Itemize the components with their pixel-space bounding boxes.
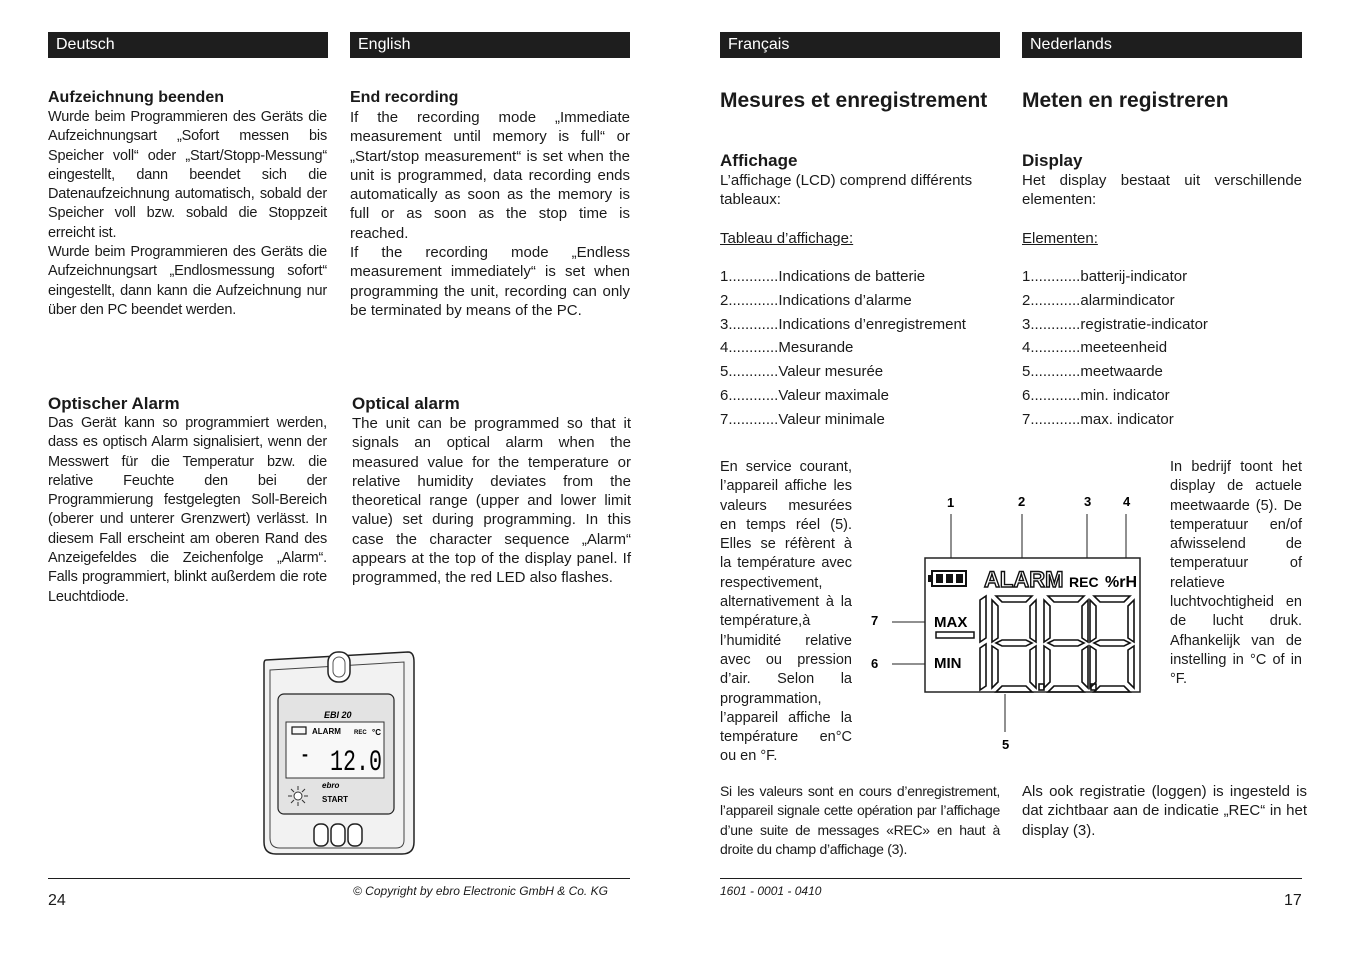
en-heading-end-recording: End recording — [350, 89, 459, 106]
list-item-label: Valeur maximale — [778, 386, 889, 404]
callout-4: 4 — [1123, 494, 1131, 509]
lcd-min-label: MIN — [934, 655, 962, 672]
callout-7: 7 — [871, 613, 879, 628]
data-logger-device-illustration — [258, 642, 418, 860]
nl-paragraph-recording: Als ook registratie (loggen) is ingesteld is dat zichtbaar aan de indicatie „REC“ in het display (3). — [1022, 783, 1307, 839]
nl-title: Meten en registreren — [1022, 89, 1229, 112]
list-item-label: meetwaarde — [1080, 363, 1163, 381]
list-item-number: 7............ — [720, 410, 779, 428]
en-paragraph-2: If the recording mode „Endless measurement immediately“ is set when programming the unit, recording can only be terminated by means of the PC. — [350, 244, 630, 319]
fr-title: Mesures et enregistrement — [720, 89, 988, 112]
de-paragraph-1: Wurde beim Programmieren des Geräts die Aufzeichnungsart „Sofort messen bis Speicher voll“ oder „Start/Stopp-Messung“ eingestellt, dann beendet sich die Datenaufzeichnung automatisch, sobald der Speicher voll bzw. sobald die Stoppzeit erreicht ist. — [48, 109, 327, 241]
fr-table-label: Tableau d’affichage: — [720, 230, 854, 247]
list-item-label: Valeur minimale — [778, 410, 885, 428]
language-label: Deutsch — [56, 36, 115, 53]
language-label: Nederlands — [1030, 36, 1112, 53]
list-item-label: meeteenheid — [1080, 339, 1168, 357]
fr-heading-display: Affichage — [720, 151, 798, 170]
callout-2: 2 — [1018, 494, 1026, 509]
list-item — [720, 289, 966, 313]
language-bar-deutsch — [48, 32, 328, 58]
list-item-label: alarmindicator — [1080, 291, 1175, 309]
document-number: 1601 - 0001 - 0410 — [720, 884, 822, 898]
en-heading-optical-alarm: Optical alarm — [352, 394, 460, 413]
list-item-number: 1............ — [720, 268, 779, 285]
list-item-label: Indications d’enregistrement — [778, 315, 966, 333]
device-minus-sign: - — [302, 744, 308, 764]
device-unit-label: °C — [372, 728, 381, 737]
list-item — [720, 336, 966, 360]
list-item-label: min. indicator — [1080, 386, 1170, 404]
device-model-label: EBI 20 — [324, 710, 352, 720]
device-buttons — [314, 824, 362, 846]
callout-1: 1 — [947, 495, 955, 510]
list-item-number: 6............ — [720, 386, 779, 404]
language-bar-francais — [720, 32, 1000, 58]
left-page-number: 24 — [48, 892, 66, 909]
de-paragraph-2: Wurde beim Programmieren des Geräts die Aufzeichnungsart „Endlosmessung sofort“ eingestellt, dann kann die Aufzeichnung nur über den PC beendet werden. — [48, 244, 327, 318]
right-page-number: 17 — [1284, 892, 1302, 909]
device-rec-label: REC — [354, 730, 367, 736]
de-paragraph-end-recording — [48, 108, 327, 320]
de-heading-optical-alarm: Optischer Alarm — [48, 394, 180, 413]
nl-table-label: Elementen: — [1022, 230, 1098, 247]
list-item — [1022, 360, 1208, 384]
right-footer-rule — [720, 878, 1302, 879]
lcd-rec-label: REC — [1069, 574, 1099, 590]
list-item-label: Indications de batterie — [778, 268, 926, 285]
copyright-notice: © Copyright by ebro Electronic GmbH & Co. KG — [353, 884, 608, 898]
list-item-number: 2............ — [720, 291, 779, 309]
list-item-number: 7............ — [1022, 410, 1081, 428]
list-item-number: 4............ — [720, 339, 779, 357]
callout-5: 5 — [1002, 737, 1010, 752]
list-item — [720, 360, 966, 384]
list-item-number: 4............ — [1022, 339, 1081, 357]
list-item-number: 1............ — [1022, 268, 1081, 285]
list-item-label: Indications d’alarme — [778, 291, 912, 309]
device-alarm-label: ALARM — [312, 727, 341, 736]
list-item-label: batterij-indicator — [1080, 268, 1188, 285]
de-heading-end-recording: Aufzeichnung beenden — [48, 89, 224, 106]
list-item — [1022, 384, 1208, 408]
device-start-label: START — [322, 795, 349, 804]
nl-heading-display: Display — [1022, 151, 1083, 170]
fr-paragraph-service: En service courant, l’appareil affiche les valeurs mesurées en temps réel (5). Elles se réfèrent à la température avec respectivement, alternativement à la température,à l’humidité relative avec ou pression d’air. Selon la programmation, l’appareil affiche la température en°C ou en °F. — [720, 459, 852, 765]
de-paragraph-optical-alarm: Das Gerät kann so programmiert werden, dass es optisch Alarm signalisiert, wenn der Messwert für die Temperatur bzw. die relative Feuchte den bei der Programmierung festgelegten Soll-Bereich (oberer und unterer Grenzwert) verlässt. In diesem Fall erscheint am oberen Rand des Anzeigefeldes die Zeichenfolge „Alarm“. Falls programmiert, blinkt außerdem die rote Leuchtdiode. — [48, 415, 327, 605]
lcd-unit-label: %rH — [1105, 574, 1138, 591]
list-item — [1022, 265, 1208, 289]
language-bar-english — [350, 32, 630, 58]
list-item — [720, 313, 966, 337]
en-paragraph-end-recording — [350, 108, 630, 320]
language-label: English — [358, 36, 411, 53]
fr-paragraph-recording: Si les valeurs sont en cours d’enregistrement, l’appareil signale cette opération par l’affichage d’une suite de messages «REC» en haut à droite du champ d’affichage (3). — [720, 783, 1000, 857]
list-item-label: max. indicator — [1080, 410, 1174, 428]
nl-intro: Het display bestaat uit verschillende elementen: — [1022, 172, 1302, 209]
lcd-alarm-label: ALARM — [984, 567, 1064, 592]
list-item — [720, 384, 966, 408]
list-item-number: 6............ — [1022, 386, 1081, 404]
lcd-max-label: MAX — [934, 614, 968, 631]
fr-intro: L’affichage (LCD) comprend différents tableaux: — [720, 172, 973, 209]
list-item-label: Valeur mesurée — [778, 363, 884, 381]
list-item — [1022, 336, 1208, 360]
list-item-number: 3............ — [720, 315, 779, 333]
left-footer-rule — [48, 878, 630, 879]
nl-display-list — [1022, 265, 1208, 432]
lcd-display-diagram — [862, 488, 1166, 758]
en-paragraph-1: If the recording mode „Immediate measurement until memory is full“ or „Start/stop measurement“ is set when the unit is programmed, data recording ends automatically as soon as the memory is full or as soon as the stop time is reached. — [350, 109, 630, 242]
list-item-number: 3............ — [1022, 315, 1081, 333]
list-item-number: 5............ — [1022, 363, 1081, 381]
list-item — [1022, 289, 1208, 313]
list-item-label: Mesurande — [778, 339, 854, 357]
callout-3: 3 — [1084, 494, 1092, 509]
list-item — [720, 265, 966, 289]
fr-display-list — [720, 265, 966, 432]
list-item-number: 5............ — [720, 363, 779, 381]
device-reading: 12.0 — [330, 746, 382, 780]
list-item-label: registratie-indicator — [1080, 315, 1208, 333]
callout-6: 6 — [871, 656, 879, 671]
language-label: Français — [728, 36, 790, 53]
list-item — [720, 408, 966, 432]
en-paragraph-optical-alarm: The unit can be programmed so that it signals an optical alarm when the measured value for the temperature or relative humidity deviates from the theoretical range (upper and lower limit value) set during programming. In this case the character sequence „Alarm“ appears at the top of the display panel. If programmed, the red LED also flashes. — [352, 415, 631, 587]
list-item — [1022, 313, 1208, 337]
language-bar-nederlands — [1022, 32, 1302, 58]
list-item — [1022, 408, 1208, 432]
device-brand-label: ebro — [322, 781, 340, 790]
led-icon — [288, 786, 308, 806]
list-item-number: 2............ — [1022, 291, 1081, 309]
nl-paragraph-service: In bedrijf toont het display de actuele meetwaarde (5). De temperatuur en/of afwisselend de temperatuur of relatieve luchtvochtigheid en de lucht druk. Afhankelijk van de instelling in °C of in °F. — [1170, 459, 1302, 688]
